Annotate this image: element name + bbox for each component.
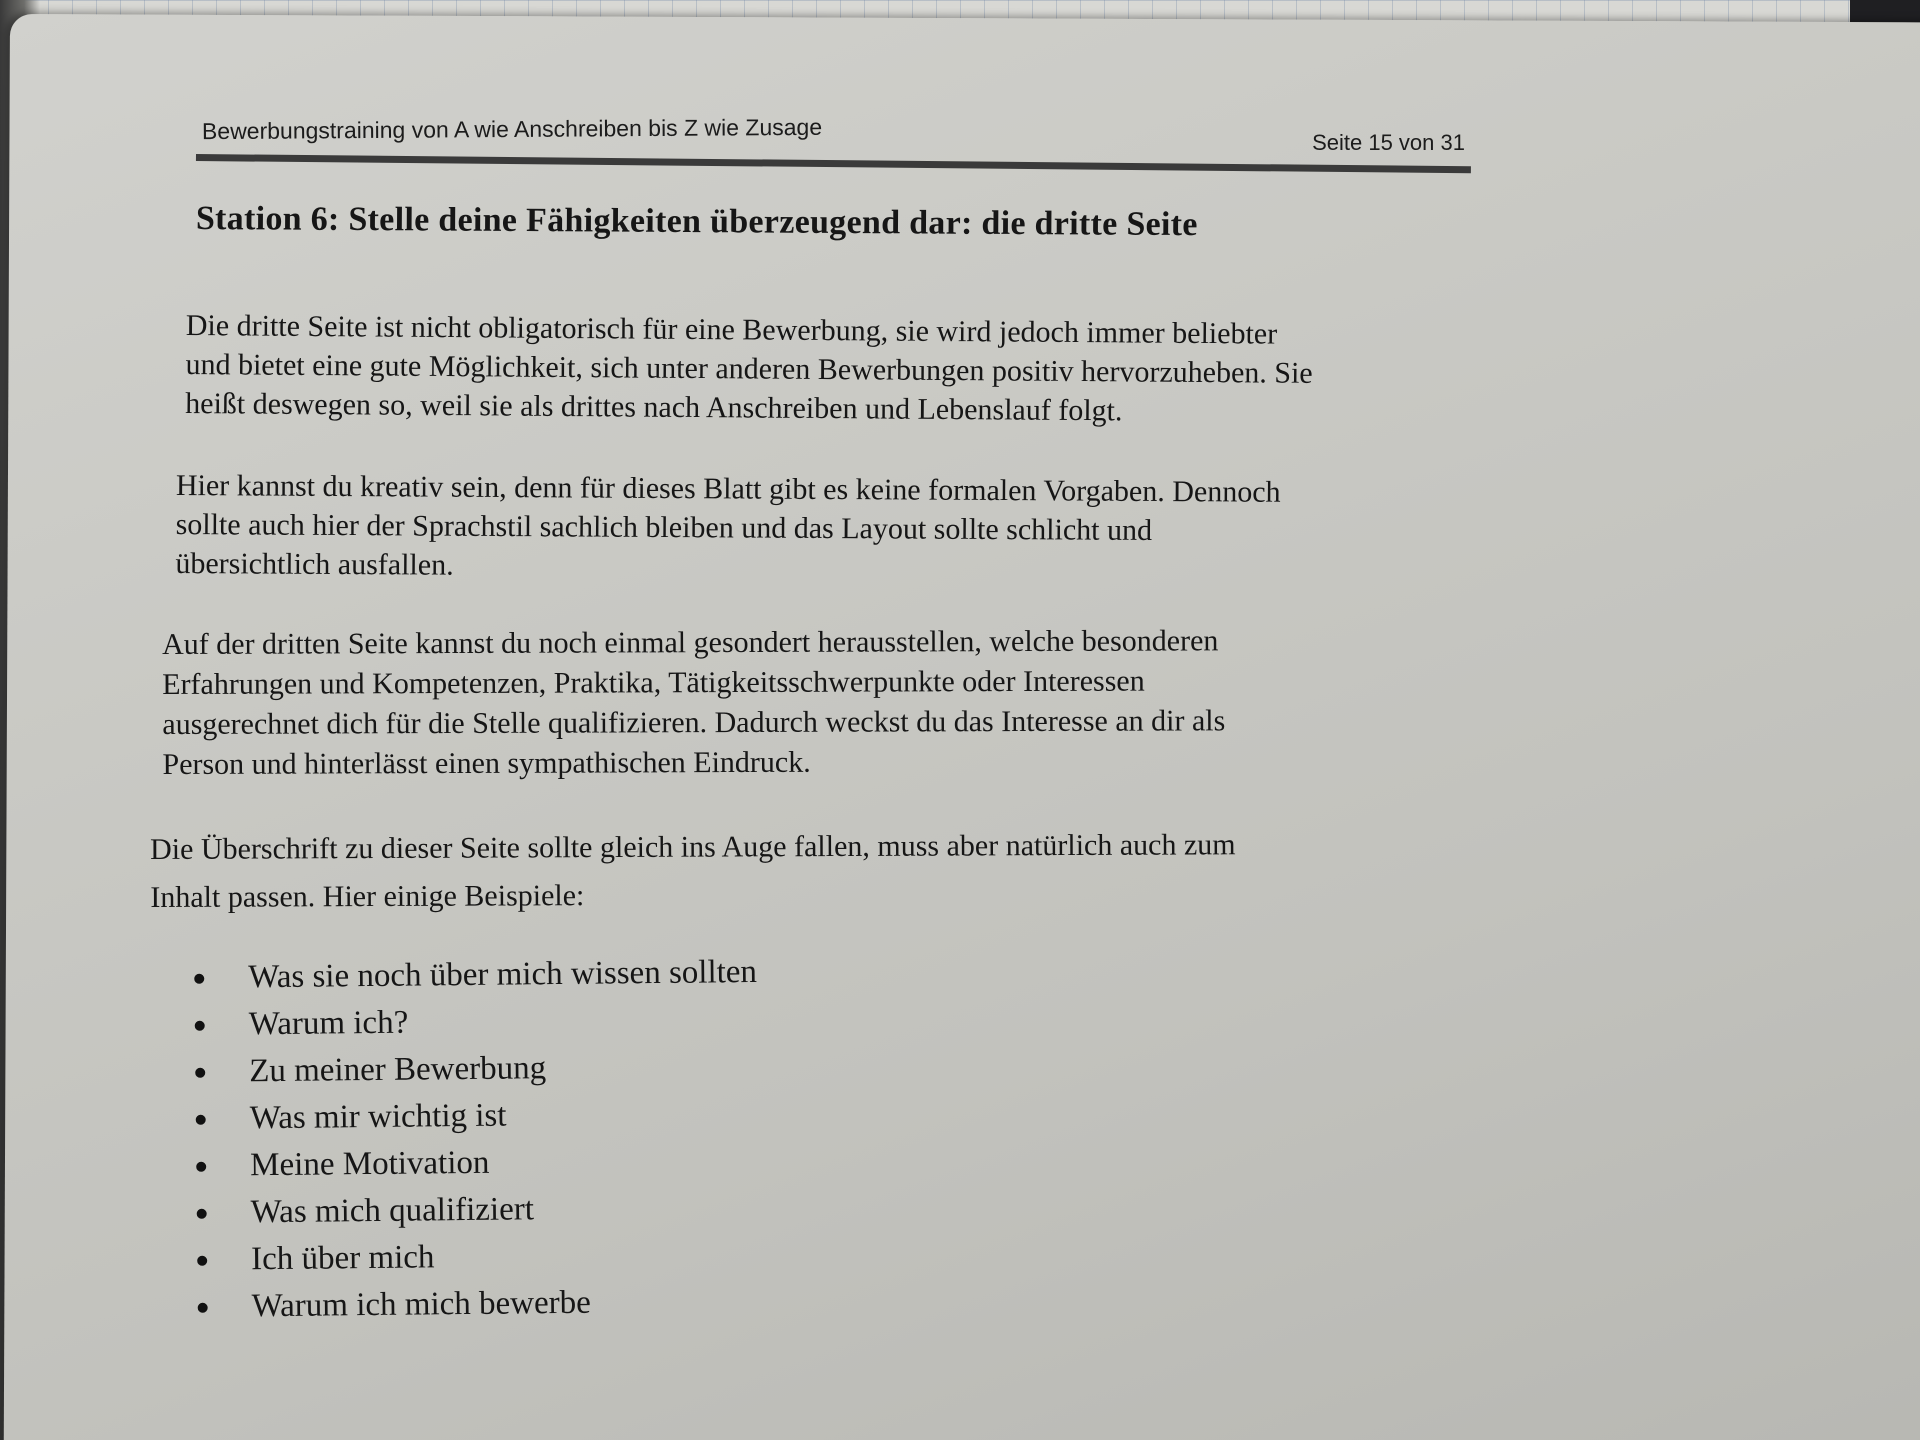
header-document-title: Bewerbungstraining von A wie Anschreiben bis Z wie Zusage: [201, 113, 823, 145]
header-page-number: Seite 15 von 31: [1312, 130, 1465, 155]
list-item: Warum ich mich bewerbe: [183, 1278, 760, 1331]
list-item: Warum ich?: [180, 996, 757, 1049]
list-item: Was mich qualifiziert: [182, 1184, 759, 1237]
page-header: [196, 108, 1471, 170]
examples-list: [180, 949, 761, 1331]
section-title: Station 6: Stelle deine Fähigkeiten überzeugend dar: die dritte Seite: [195, 200, 1198, 244]
list-item: Was sie noch über mich wissen sollten: [180, 949, 757, 1002]
list-item: Ich über mich: [183, 1231, 760, 1284]
header-rule: [196, 154, 1471, 173]
paragraph-3: Auf der dritten Seite kannst du noch einmal gesondert herausstellen, welche besonderen Erfahrungen und Kompetenzen, Praktika, Tätigkeitsschwerpunkte oder Interessen ausgerechnet dich für die Stelle qualifizieren. Dadurch weckst du das Interesse an dir als Person und hinterlässt einen sympathischen Eindruck.: [162, 624, 1226, 781]
list-item: Zu meiner Bewerbung: [181, 1043, 758, 1096]
paragraph-4: Die Überschrift zu dieser Seite sollte gleich ins Auge fallen, muss aber natürlich auch zum Inhalt passen. Hier einige Beispiele:: [150, 828, 1236, 914]
list-item: Was mir wichtig ist: [181, 1090, 758, 1143]
paragraph-1: Die dritte Seite ist nicht obligatorisch für eine Bewerbung, sie wird jedoch immer beliebter und bietet eine gute Möglichkeit, sich unter anderen Bewerbungen positiv hervorzuheben. Sie heißt deswegen so, weil sie als drittes nach Anschreiben und Lebenslauf folgt.: [185, 308, 1313, 428]
list-item: Meine Motivation: [182, 1137, 759, 1190]
paragraph-2: Hier kannst du kreativ sein, denn für dieses Blatt gibt es keine formalen Vorgaben. Dennoch sollte auch hier der Sprachstil sachlich bleiben und das Layout sollte schlicht und übersichtlich ausfallen.: [175, 468, 1281, 582]
